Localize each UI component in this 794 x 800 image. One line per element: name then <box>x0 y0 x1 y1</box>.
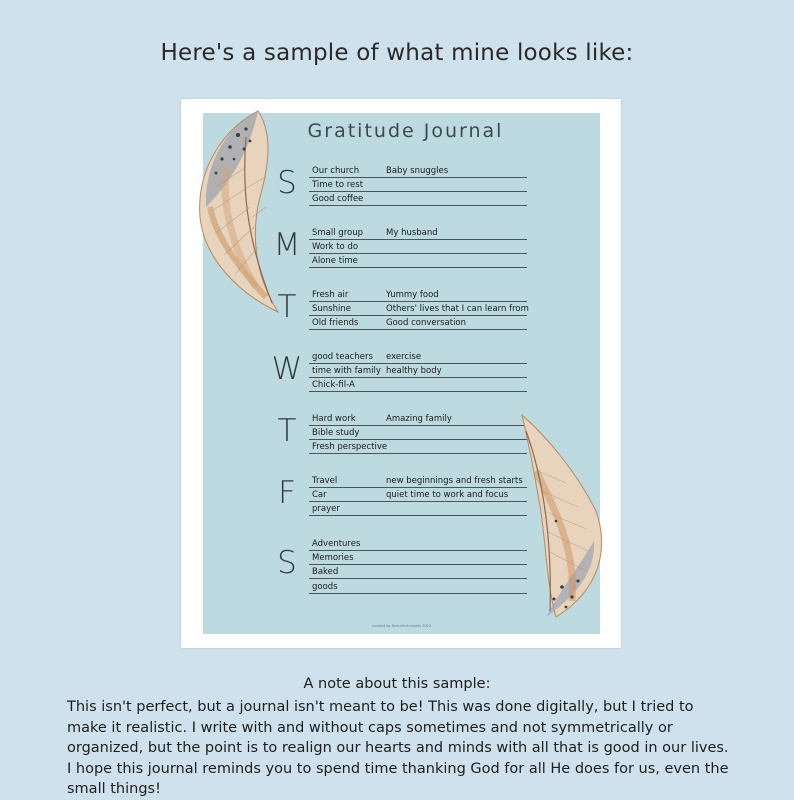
entry-text-second: Yummy food <box>386 290 439 300</box>
entry-row <box>309 501 527 516</box>
day-letter: T <box>277 289 297 326</box>
note-body: This isn't perfect, but a journal isn't meant to be! This was done digitally, but I tried to make it realistic. I write with and without caps sometimes and not symmetrically or organized, but the point is to realign our hearts and minds with all that is good in our lives. I hope this journal reminds you to spend time thanking God for all He does for us, even the small things! <box>67 699 729 797</box>
entry-text-first: Sunshine <box>312 304 351 315</box>
entry-text-first: Work to do <box>312 242 359 253</box>
entry-row <box>309 315 527 330</box>
entry-text-first: Memories <box>312 553 354 564</box>
entry-text-first: good teachers <box>312 352 373 362</box>
entry-row <box>309 301 527 316</box>
entry-text-first: Our church <box>312 166 360 176</box>
page-heading: Here's a sample of what mine looks like: <box>160 40 634 66</box>
entry-text-first: Bible study <box>312 428 360 439</box>
entry-text-first: Car <box>312 490 327 501</box>
entry-row <box>309 253 527 268</box>
entry-text-second: quiet time to work and focus <box>386 490 509 501</box>
entry-text-first: Small group <box>312 228 363 238</box>
entry-row <box>309 411 527 426</box>
day-letter: M <box>273 227 301 264</box>
day-letter: F <box>278 475 296 512</box>
entry-text-first: Good coffee <box>312 194 364 205</box>
day-letter: S <box>277 165 297 202</box>
note-title: A note about this sample: <box>303 676 491 692</box>
entry-text-first: Alone time <box>312 256 358 267</box>
entry-row <box>309 191 527 206</box>
entry-text-first: Time to rest <box>312 180 364 191</box>
entry-row <box>309 377 527 392</box>
entry-text-first: Old friends <box>312 318 359 329</box>
entry-row <box>309 579 527 594</box>
entry-text-second: exercise <box>386 352 422 362</box>
entry-text-first: Chick-fil-A <box>312 380 355 391</box>
entry-text-first: Hard work <box>312 414 356 424</box>
feather-illustration-top <box>186 107 286 317</box>
journal-title: Gratitude Journal <box>307 120 504 142</box>
entry-row <box>309 564 527 579</box>
journal-credit: created by BeautifulInsights 2020 <box>371 624 432 628</box>
entry-row <box>309 536 527 551</box>
entry-row <box>309 439 527 454</box>
entry-text-first: Baked <box>312 567 339 578</box>
entry-text-first: goods <box>312 581 338 592</box>
entry-row <box>309 550 527 565</box>
day-letter: T <box>277 413 297 450</box>
entry-text-second: My husband <box>386 228 438 238</box>
entry-text-first: time with family <box>312 366 381 377</box>
entry-text-second: Amazing family <box>386 414 452 424</box>
entry-text-second: healthy body <box>386 366 442 377</box>
entry-text-first: prayer <box>312 504 340 515</box>
entry-row <box>309 473 527 488</box>
entry-row <box>309 177 527 192</box>
day-letter: S <box>277 545 297 582</box>
entry-row <box>309 349 527 364</box>
feather-illustration-bottom <box>516 411 611 621</box>
entry-text-second: new beginnings and fresh starts <box>386 476 523 486</box>
day-letter: W <box>271 351 303 388</box>
entry-row <box>309 239 527 254</box>
entry-text-second: Good conversation <box>386 318 467 329</box>
journal-sample-frame <box>181 99 621 648</box>
entry-text-first: Travel <box>312 476 338 486</box>
entry-row <box>309 425 527 440</box>
entry-row <box>309 487 527 502</box>
entry-row <box>309 225 527 240</box>
entry-row <box>309 163 527 178</box>
entry-text-first: Fresh air <box>312 290 349 300</box>
entry-text-second: Others' lives that I can learn from <box>386 304 529 315</box>
entry-text-first: Adventures <box>312 539 361 549</box>
entry-text-second: Baby snuggles <box>386 166 449 176</box>
entry-row <box>309 363 527 378</box>
entry-row <box>309 287 527 302</box>
entry-text-first: Fresh perspective <box>312 442 388 453</box>
